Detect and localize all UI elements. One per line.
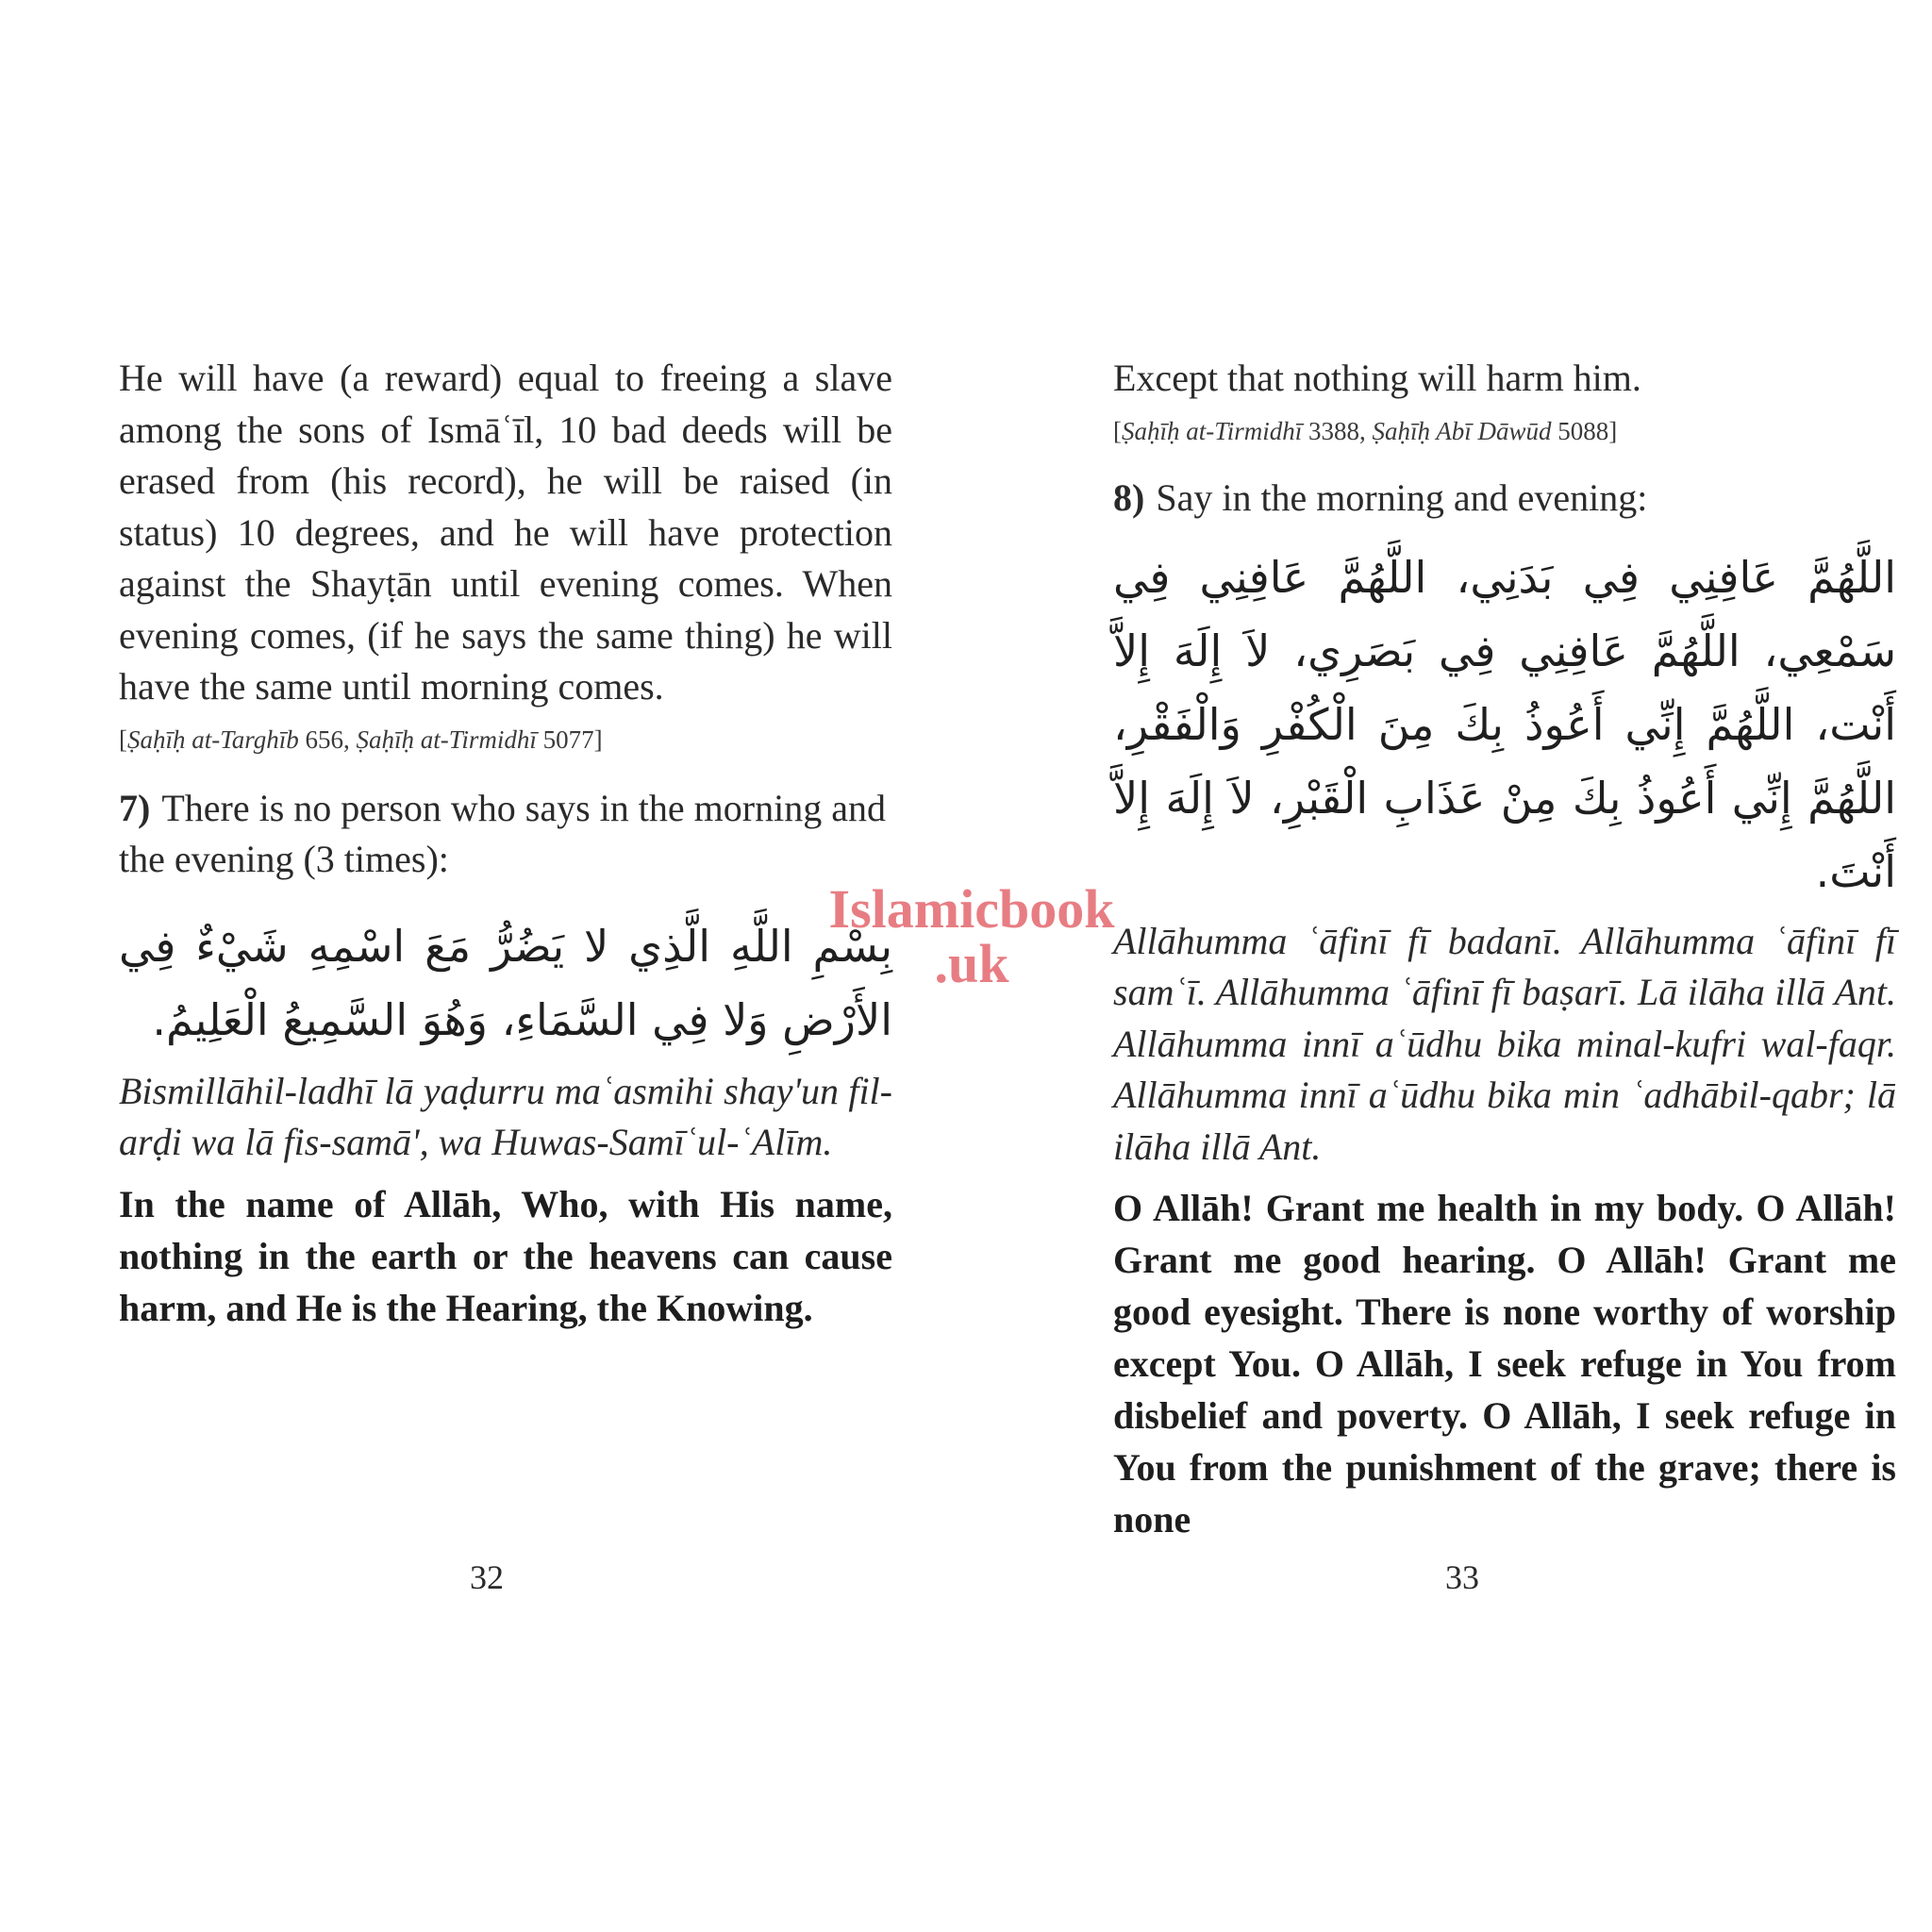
item-8-heading-text: Say in the morning and evening:	[1156, 475, 1648, 519]
item-8-translation: O Allāh! Grant me health in my body. O Allāh! Grant me good hearing. O Allāh! Grant me good eyesight. There is none worthy of worship except You. O Allāh, I seek refuge in You from disbelief and poverty. O Allāh, I seek refuge in You from the punishment of the grave; there is none	[1113, 1187, 1896, 1541]
item-8-arabic: اللَّهُمَّ عَافِنِي فِي بَدَنِي، اللَّهُمَّ عَافِنِي فِي سَمْعِي، اللَّهُمَّ عَافِنِي فِي بَصَرِي، لاَ إِلَهَ إِلاَّ أَنْت، اللَّهُمَّ إِنِّي أَعُوذُ بِكَ مِنَ الْكُفْرِ وَالْفَقْرِ، اللَّهُمَّ إِنِّي أَعُوذُ بِكَ مِنْ عَذَابِ الْقَبْرِ، لاَ إِلَهَ إِلاَّ أَنْتَ.	[1113, 551, 1896, 897]
item-7-number: 7)	[119, 786, 151, 829]
item-7-transliteration: Bismillāhil-ladhī lā yaḍurru maʿasmihi shay'un fil-arḍi wa lā fis-samā', wa Huwas-Samīʿul-ʿAlīm.	[119, 1069, 892, 1163]
right-citation: [Ṣaḥīḥ at-Tirmidhī 3388, Ṣaḥīḥ Abī Dāwūd 5088]	[1113, 416, 1618, 445]
item-7-arabic: بِسْمِ اللَّهِ الَّذِي لا يَضُرُّ مَعَ اسْمِهِ شَيْءٌ فِي الأَرْضِ وَلا فِي السَّمَاءِ، وَهُوَ السَّمِيعُ الْعَلِيمُ.	[119, 920, 892, 1045]
page-number-left: 32	[470, 1558, 504, 1596]
item-7-translation: In the name of Allāh, Who, with His name, nothing in the earth or the heavens can cause harm, and He is the Hearing, the Knowing.	[119, 1182, 892, 1329]
watermark-line-2: .uk	[934, 933, 1009, 994]
left-intro-paragraph: He will have (a reward) equal to freeing a slave among the sons of Ismāʿīl, 10 bad deeds will be erased from (his record), he will be raised (in status) 10 degrees, and he will have protection against the Shayṭān until evening comes. When evening comes, (if he says the same thing) he will have the same until morning comes.	[119, 357, 892, 708]
left-page	[119, 349, 892, 1334]
item-7-heading-text: There is no person who says in the morning and the evening (3 times):	[119, 786, 886, 880]
right-intro-paragraph: Except that nothing will harm him.	[1113, 357, 1641, 399]
item-8-heading	[1113, 473, 1896, 524]
watermark-line-1: Islamicbook	[828, 878, 1115, 940]
left-citation: [Ṣaḥīḥ at-Targhīb 656, Ṣaḥīḥ at-Tirmidhī 5077]	[119, 724, 603, 754]
item-7-heading	[119, 783, 892, 885]
right-page	[1113, 349, 1896, 1545]
item-8-transliteration: Allāhumma ʿāfinī fī badanī. Allāhumma ʿāfinī fī samʿī. Allāhumma ʿāfinī fī baṣarī. Lā ilāha illā Ant. Allāhumma innī aʿūdhu bika minal-kufri wal-faqr. Allāhumma innī aʿūdhu bika min ʿadhābil-qabr; lā ilāha illā Ant.	[1113, 919, 1896, 1168]
item-8-number: 8)	[1113, 475, 1145, 519]
page-number-right: 33	[1445, 1558, 1479, 1596]
